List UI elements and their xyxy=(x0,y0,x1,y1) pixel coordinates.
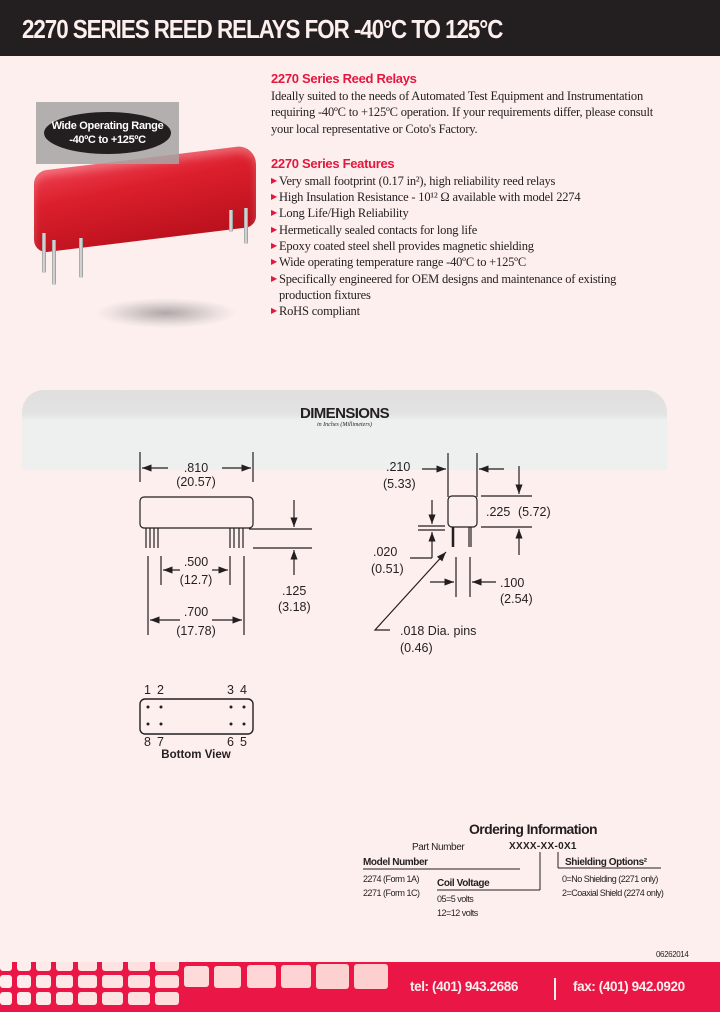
height-inches: .225 xyxy=(486,505,511,519)
feature-text: Wide operating temperature range -40ºC to +125ºC xyxy=(279,255,526,270)
inner-spacing-inches: .500 xyxy=(183,555,209,569)
fax-number[interactable]: fax: (401) 942.0920 xyxy=(573,979,685,994)
footer xyxy=(0,962,720,1012)
pin-label-2: 2 xyxy=(157,683,164,697)
pin-pitch-mm: (2.54) xyxy=(500,592,533,606)
badge-line-1: Wide Operating Range xyxy=(51,120,164,132)
bullet-icon: ▶ xyxy=(271,257,277,267)
standoff-mm: (0.51) xyxy=(371,562,404,576)
bullet-icon: ▶ xyxy=(271,208,277,218)
ordering-title: Ordering Information xyxy=(468,821,598,837)
feature-text: Hermetically sealed contacts for long life xyxy=(279,222,478,237)
pin-length-inches: .125 xyxy=(282,584,307,598)
dimensions-units: in Inches (Millimeters) xyxy=(317,422,372,428)
pin-label-7: 7 xyxy=(157,735,164,749)
footer-divider xyxy=(554,978,556,1000)
width-inches: .210 xyxy=(386,460,411,474)
page-title: 2270 SERIES REED RELAYS FOR -40°C TO 125°C xyxy=(22,14,503,44)
pin-label-5: 5 xyxy=(240,735,247,749)
pin-length-mm: (3.18) xyxy=(278,600,311,614)
bullet-icon: ▶ xyxy=(271,192,277,202)
dimensions-title: DIMENSIONS xyxy=(299,405,389,422)
feature-text: Very small footprint (0.17 in²), high reliability reed relays xyxy=(279,173,556,188)
pin-diameter-mm: (0.46) xyxy=(400,641,433,655)
bottom-view-label: Bottom View xyxy=(161,749,231,761)
pin-label-6: 6 xyxy=(227,735,234,749)
outer-spacing-mm: (17.78) xyxy=(176,624,216,638)
bullet-icon: ▶ xyxy=(271,241,277,251)
model-option-2271: 2271 (Form 1C) xyxy=(363,888,420,898)
standoff-inches: .020 xyxy=(373,545,398,559)
feature-text: RoHS compliant xyxy=(279,304,360,319)
date-code: 06262014 xyxy=(656,950,689,959)
bullet-icon: ▶ xyxy=(271,306,277,316)
width-mm: (5.33) xyxy=(383,477,416,491)
height-mm: (5.72) xyxy=(518,505,551,519)
coil-option-5v: 05=5 volts xyxy=(437,894,474,904)
model-number-label: Model Number xyxy=(363,857,428,868)
intro-text: Ideally suited to the needs of Automated Test Equipment and Instrumentation requiring -40ºC to +125ºC operation. If your requirements differ, please consult your local representative or Coto's Factory. xyxy=(271,89,653,136)
coil-option-12v: 12=12 volts xyxy=(437,908,478,918)
length-inches: .810 xyxy=(183,461,209,475)
badge-line-2: -40ºC to +125ºC xyxy=(69,134,146,146)
bullet-icon: ▶ xyxy=(271,175,277,185)
pin-label-1: 1 xyxy=(144,683,151,697)
pin-diameter-inches: .018 Dia. pins xyxy=(400,624,477,638)
shielding-option-2: 2=Coaxial Shield (2274 only) xyxy=(562,888,664,898)
intro-title: 2270 Series Reed Relays xyxy=(271,71,417,86)
feature-text: Epoxy coated steel shell provides magnetic shielding xyxy=(279,239,534,254)
feature-text: High Insulation Resistance - 10¹² Ω available with model 2274 xyxy=(279,190,581,205)
shielding-label: Shielding Options² xyxy=(565,857,647,868)
coil-voltage-label: Coil Voltage xyxy=(437,878,490,889)
pin-pitch-inches: .100 xyxy=(500,576,525,590)
part-number-template: XXXX-XX-0X1 xyxy=(509,841,577,852)
feature-text: Specifically engineered for OEM designs and maintenance of existing production fixtures xyxy=(279,271,617,302)
outer-spacing-inches: .700 xyxy=(183,605,209,619)
feature-text: Long Life/High Reliability xyxy=(279,206,409,221)
features-title: 2270 Series Features xyxy=(271,155,395,171)
part-number-label: Part Number xyxy=(412,842,465,853)
pin-label-3: 3 xyxy=(227,683,234,697)
shielding-option-0: 0=No Shielding (2271 only) xyxy=(562,874,658,884)
pin-label-8: 8 xyxy=(144,735,151,749)
pin-label-4: 4 xyxy=(240,683,247,697)
telephone-number[interactable]: tel: (401) 943.2686 xyxy=(410,979,518,994)
bullet-icon: ▶ xyxy=(271,273,277,283)
inner-spacing-mm: (12.7) xyxy=(179,573,213,587)
model-option-2274: 2274 (Form 1A) xyxy=(363,874,420,884)
bullet-icon: ▶ xyxy=(271,224,277,234)
length-mm: (20.57) xyxy=(176,475,216,489)
